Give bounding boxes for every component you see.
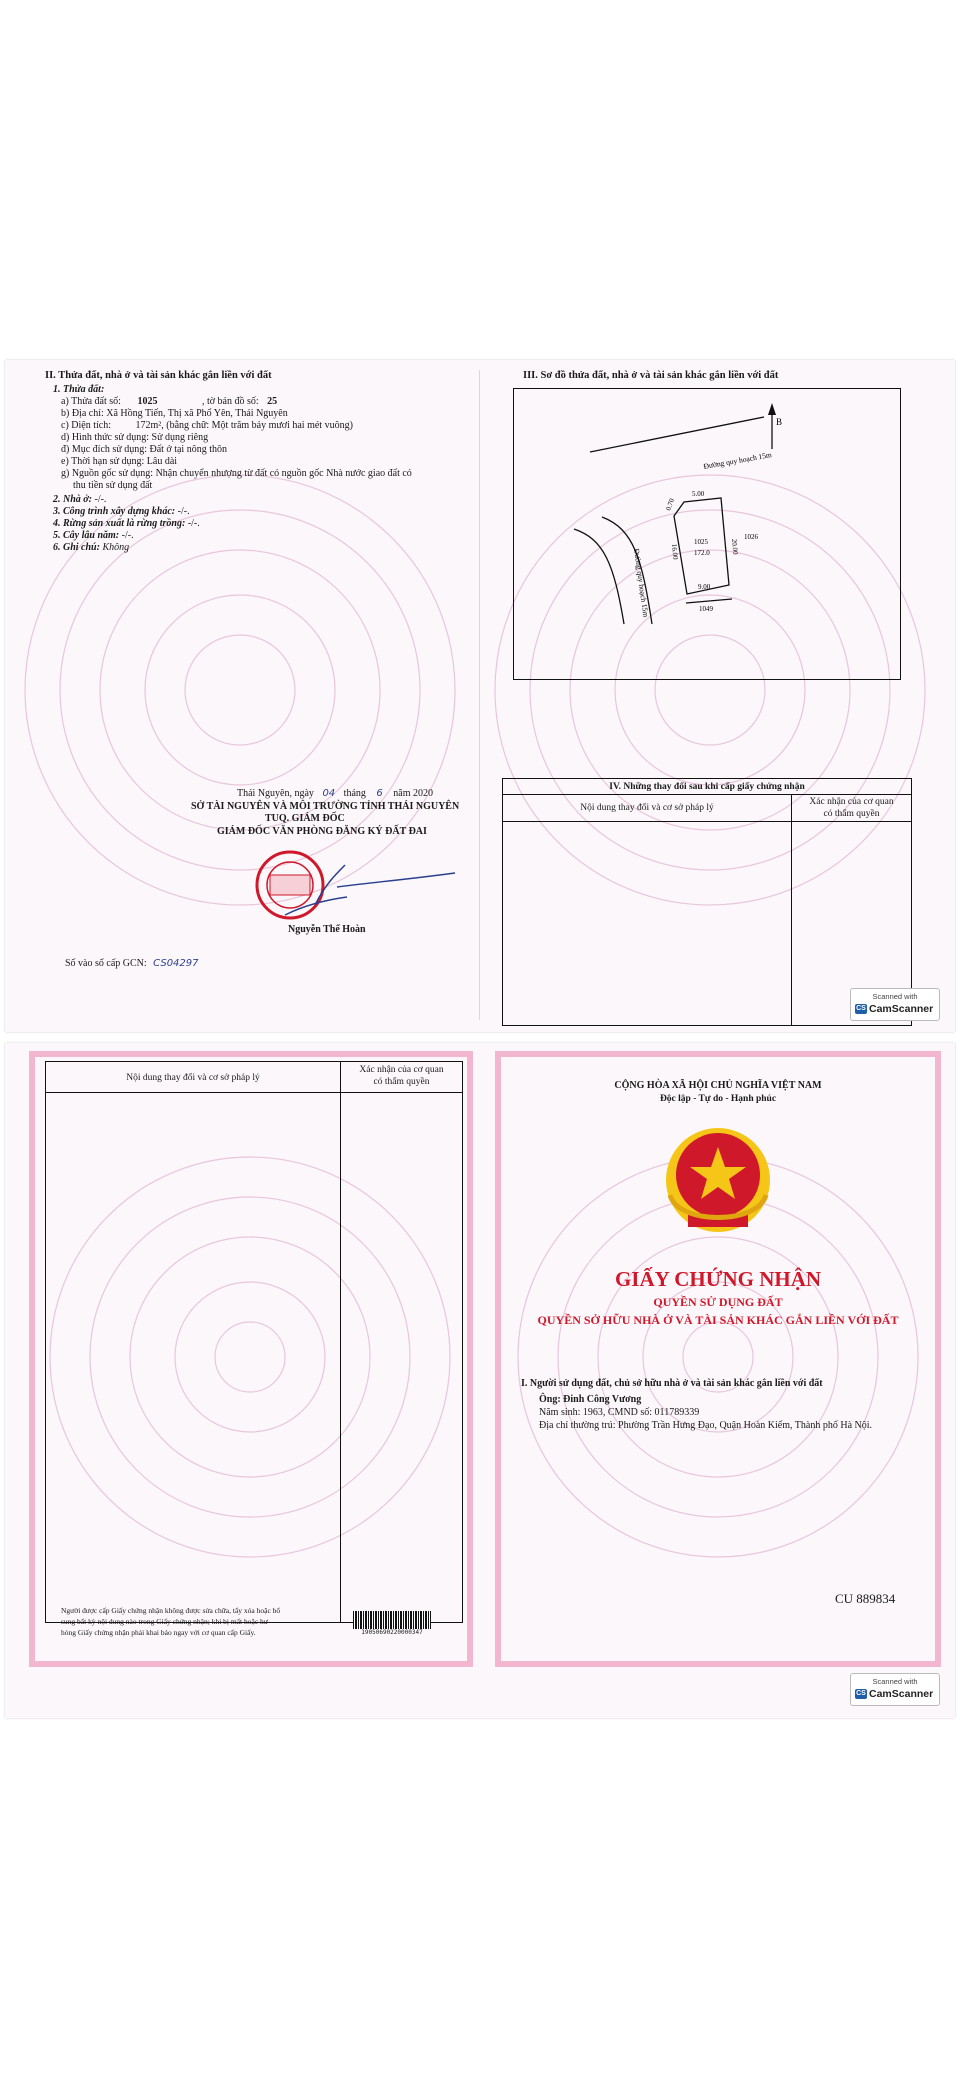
- parcel-number-label: a) Thửa đất số:: [61, 396, 121, 407]
- parcel-area-label: 172.0: [694, 549, 710, 557]
- map-sheet-value: 25: [267, 396, 278, 407]
- area-row: [61, 420, 353, 433]
- certificate-cover-page: [5, 1043, 955, 1718]
- changes-col-content-2: Nội dung thay đổi và cơ sở pháp lý: [126, 1073, 260, 1083]
- item-house: 2. Nhà ở: -/-.: [53, 494, 107, 505]
- area-label: c) Diện tích:: [61, 420, 111, 431]
- parcel-number-value: 1025: [137, 396, 158, 407]
- certificate-subtitle-2: QUYỀN SỞ HỮU NHÀ Ở VÀ TÀI SẢN KHÁC GẮN LIỀN VỚI ĐẤT: [537, 1313, 899, 1327]
- office-title: GIÁM ĐỐC VĂN PHÒNG ĐĂNG KÝ ĐẤT ĐAI: [217, 826, 427, 837]
- north-marker: B: [776, 417, 783, 427]
- usage-form-row: d) Hình thức sử dụng: Sử dụng riêng: [61, 432, 209, 443]
- owner-birth-id: Năm sinh: 1963, CMND số: 011789339: [539, 1407, 700, 1418]
- certificate-subtitle-1: QUYỀN SỬ DỤNG ĐẤT: [653, 1295, 783, 1309]
- parcel-number-row: [61, 396, 277, 409]
- parcel-diagram-frame: [513, 388, 901, 680]
- dim-left: 16.00: [670, 543, 680, 560]
- changes-col-confirm-2: Xác nhận của cơ quan có thẩm quyền: [359, 1065, 444, 1087]
- barcode-number: 19050690220000347: [361, 1629, 423, 1636]
- signer-name: Nguyễn Thế Hoàn: [288, 924, 366, 935]
- item-perennial-trees: 5. Cây lâu năm: -/-.: [53, 530, 134, 541]
- item-planted-forest: 4. Rừng sản xuất là rừng trồng: -/-.: [53, 518, 200, 529]
- holder-notice: Người được cấp Giấy chứng nhận không được sửa chữa, tẩy xóa hoặc bổ sung bất kỳ nội dung nào trong Giấy chứng nhận; khi bị mất hoặc hư hỏng Giấy chứng nhận phải khai báo ngay với cơ quan cấp Giấy.: [61, 1606, 281, 1637]
- area-value: 172m², (bằng chữ: Một trăm bảy mươi hai mét vuông): [135, 420, 353, 431]
- parcel-diagram: [514, 389, 900, 679]
- dim-left-top: 0.70: [664, 497, 677, 512]
- barcode: [353, 1611, 431, 1636]
- section-i-title: I. Người sử dụng đất, chủ sở hữu nhà ở và tài sản khác gắn liền với đất: [521, 1378, 823, 1389]
- road-label-top: Đường quy hoạch 15m: [702, 450, 773, 471]
- country-name: CỘNG HÒA XÃ HỘI CHỦ NGHĨA VIỆT NAM: [614, 1080, 822, 1091]
- changes-col-confirm: Xác nhận của cơ quan có thẩm quyền: [809, 797, 894, 819]
- owner-name: Ông: Đinh Công Vương: [539, 1394, 642, 1405]
- barcode-bars: [353, 1611, 431, 1629]
- parcel-label: 1025: [694, 538, 708, 546]
- neighbor-parcel-right: 1026: [744, 533, 758, 541]
- address-row: b) Địa chỉ: Xã Hồng Tiến, Thị xã Phổ Yên, Thái Nguyên: [61, 408, 288, 419]
- item-land-parcel: 1. Thửa đất:: [53, 384, 105, 395]
- dim-right: 20.00: [730, 538, 740, 555]
- camscanner-logo-icon: CS: [856, 1005, 866, 1013]
- authorization-line: TUQ. GIÁM ĐỐC: [265, 813, 345, 824]
- usage-purpose-row: đ) Mục đích sử dụng: Đất ở tại nông thôn: [61, 444, 227, 455]
- item-other-construction: 3. Công trình xây dựng khác: -/-.: [53, 506, 190, 517]
- item-notes: 6. Ghi chú: Không: [53, 542, 130, 553]
- changes-table-title: IV. Những thay đổi sau khi cấp giấy chứng nhận: [609, 782, 805, 792]
- issue-date: Thái Nguyên, ngày 04 tháng 6 năm 2020: [237, 788, 433, 799]
- national-motto: Độc lập - Tự do - Hạnh phúc: [659, 1094, 777, 1104]
- registration-book-row: Số vào sổ cấp GCN: CS04297: [65, 958, 199, 969]
- national-emblem: [648, 1125, 788, 1245]
- camscanner-watermark: Scanned with CS CamScanner: [850, 988, 940, 1021]
- section-ii-title: II. Thửa đất, nhà ở và tài sản khác gắn liền với đất: [45, 370, 272, 381]
- changes-col-content: Nội dung thay đổi và cơ sở pháp lý: [580, 803, 714, 813]
- neighbor-parcel-bottom: 1049: [699, 605, 713, 613]
- signature: [335, 865, 465, 895]
- dim-top: 5.00: [692, 490, 705, 498]
- issuing-department: SỞ TÀI NGUYÊN VÀ MÔI TRƯỜNG TỈNH THÁI NGUYÊN: [191, 801, 460, 812]
- usage-origin-continued: thu tiền sử dụng đất: [73, 480, 153, 491]
- map-sheet-label: , tờ bản đồ số:: [201, 396, 259, 407]
- road-label-left: Đường quy hoạch 15m: [632, 548, 651, 618]
- section-iii-title: III. Sơ đồ thửa đất, nhà ở và tài sản khác gắn liền với đất: [523, 370, 779, 381]
- usage-origin-row: g) Nguồn gốc sử dụng: Nhận chuyển nhượng từ đất có nguồn gốc Nhà nước giao đất có: [61, 468, 412, 479]
- certificate-inner-page: [5, 360, 955, 1032]
- dim-bottom: 9.00: [698, 583, 711, 591]
- camscanner-watermark-2: Scanned with CS CamScanner: [850, 1673, 940, 1706]
- owner-address: Địa chỉ thường trú: Phường Trần Hưng Đạo, Quận Hoàn Kiếm, Thành phố Hà Nội.: [539, 1420, 873, 1431]
- camscanner-logo-icon: CS: [856, 1690, 866, 1698]
- usage-term-row: e) Thời hạn sử dụng: Lâu dài: [61, 456, 178, 467]
- serial-number: CU 889834: [835, 1591, 896, 1606]
- changes-table-continued: [45, 1061, 463, 1623]
- certificate-title: GIẤY CHỨNG NHẬN: [614, 1267, 822, 1291]
